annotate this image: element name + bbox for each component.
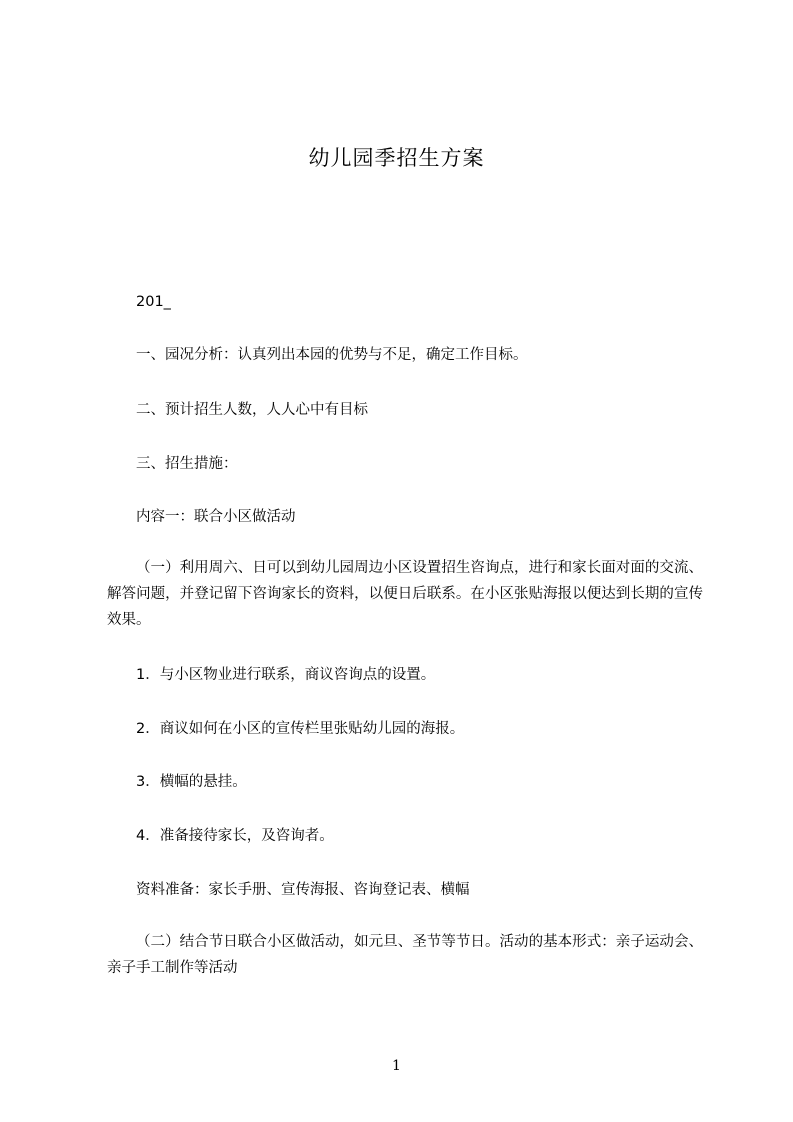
- year-line: 201_: [136, 294, 171, 310]
- list-item-banner: 3．横幅的悬挂。: [136, 774, 247, 790]
- paragraph-holiday-activities: （二）结合节日联合小区做活动，如元旦、圣节等节日。活动的基本形式：亲子运动会、亲子手工制作等活动: [107, 934, 703, 976]
- content-one-heading: 内容一：联合小区做活动: [136, 509, 296, 525]
- materials-line: 资料准备：家长手册、宣传海报、咨询登记表、横幅: [136, 882, 470, 898]
- list-item-property-contact: 1．与小区物业进行联系，商议咨询点的设置。: [136, 667, 436, 683]
- list-item-reception: 4．准备接待家长，及咨询者。: [136, 828, 334, 844]
- document-title: 幼儿园季招生方案: [308, 146, 485, 170]
- page-number: 1: [392, 1058, 401, 1074]
- section-situation-analysis: 一、园况分析：认真列出本园的优势与不足，确定工作目标。: [136, 347, 528, 363]
- section-enrollment-measures: 三、招生措施：: [136, 456, 238, 472]
- paragraph-consultation-point: （一）利用周六、日可以到幼儿园周边小区设置招生咨询点，进行和家长面对面的交流、解答问题，并登记留下咨询家长的资料，以便日后联系。在小区张贴海报以便达到长期的宣传效果。: [107, 560, 703, 628]
- section-enrollment-target: 二、预计招生人数，人人心中有目标: [136, 402, 368, 418]
- list-item-poster: 2．商议如何在小区的宣传栏里张贴幼儿园的海报。: [136, 721, 465, 737]
